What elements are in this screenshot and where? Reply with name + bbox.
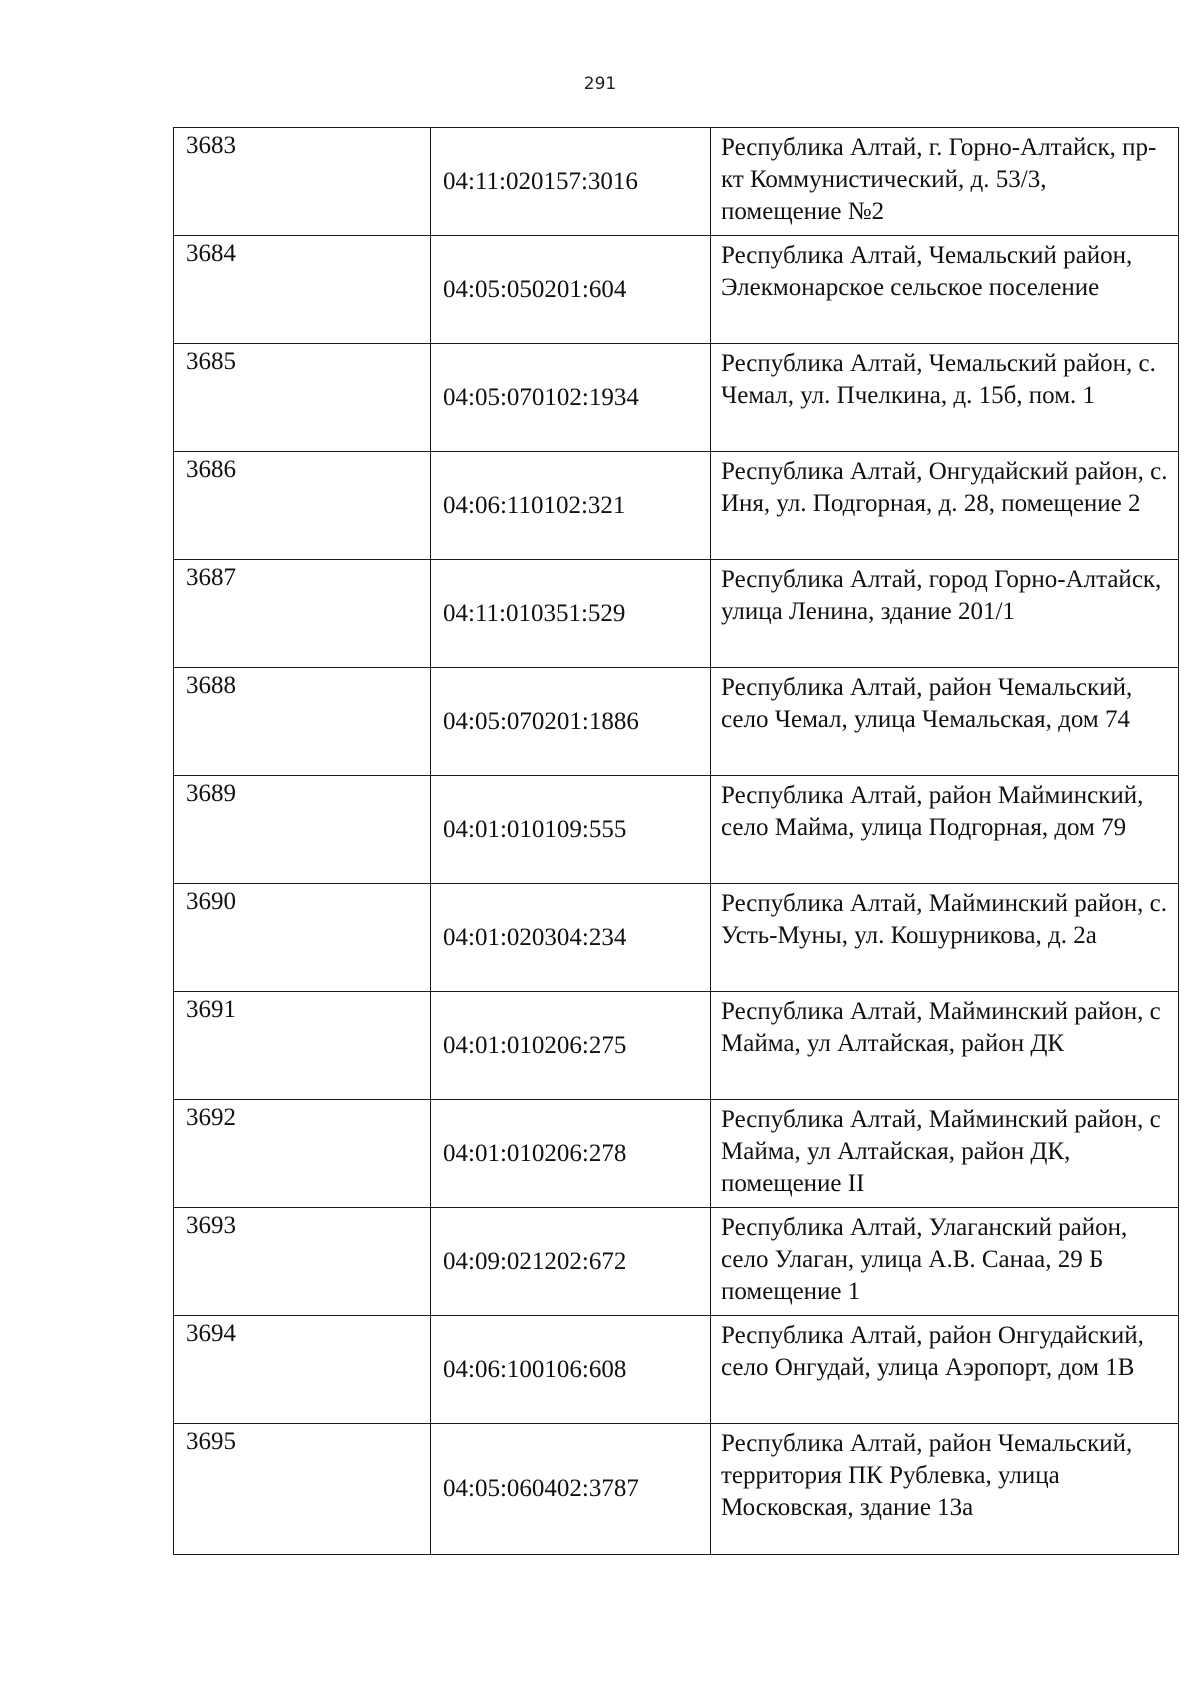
row-number: 3695 — [174, 1424, 431, 1555]
row-number: 3689 — [174, 776, 431, 884]
address: Республика Алтай, Онгудайский район, с. Иня, ул. Подгорная, д. 28, помещение 2 — [711, 452, 1179, 560]
address: Республика Алтай, Чемальский район, с. Чемал, ул. Пчелкина, д. 15б, пом. 1 — [711, 344, 1179, 452]
address: Республика Алтай, Чемальский район, Элекмонарское сельское поселение — [711, 236, 1179, 344]
address: Республика Алтай, район Онгудайский, село Онгудай, улица Аэропорт, дом 1В — [711, 1316, 1179, 1424]
row-number: 3685 — [174, 344, 431, 452]
cadastral-number: 04:01:010206:278 — [431, 1100, 711, 1208]
address: Республика Алтай, Майминский район, с. Усть-Муны, ул. Кошурникова, д. 2а — [711, 884, 1179, 992]
row-number: 3690 — [174, 884, 431, 992]
cadastral-number: 04:01:010109:555 — [431, 776, 711, 884]
table-row — [174, 884, 1179, 992]
cadastral-number: 04:01:010206:275 — [431, 992, 711, 1100]
cadastral-number: 04:11:010351:529 — [431, 560, 711, 668]
table-row — [174, 1316, 1179, 1424]
table-row — [174, 236, 1179, 344]
table-row — [174, 344, 1179, 452]
address: Республика Алтай, Майминский район, с Майма, ул Алтайская, район ДК — [711, 992, 1179, 1100]
table-row — [174, 992, 1179, 1100]
cadastral-number: 04:09:021202:672 — [431, 1208, 711, 1316]
row-number: 3693 — [174, 1208, 431, 1316]
table-row — [174, 128, 1179, 236]
address: Республика Алтай, Майминский район, с Майма, ул Алтайская, район ДК, помещение II — [711, 1100, 1179, 1208]
row-number: 3686 — [174, 452, 431, 560]
row-number: 3694 — [174, 1316, 431, 1424]
cadastral-number: 04:01:020304:234 — [431, 884, 711, 992]
table-row — [174, 1208, 1179, 1316]
cadastral-number: 04:11:020157:3016 — [431, 128, 711, 236]
table-row — [174, 776, 1179, 884]
table-row — [174, 560, 1179, 668]
table-row — [174, 668, 1179, 776]
address: Республика Алтай, Улаганский район, село Улаган, улица А.В. Санаа, 29 Б помещение 1 — [711, 1208, 1179, 1316]
address: Республика Алтай, район Чемальский, территория ПК Рублевка, улица Московская, здание 13а — [711, 1424, 1179, 1555]
row-number: 3691 — [174, 992, 431, 1100]
table-row — [174, 1424, 1179, 1555]
address: Республика Алтай, г. Горно-Алтайск, пр-кт Коммунистический, д. 53/3, помещение №2 — [711, 128, 1179, 236]
page-number: 291 — [583, 74, 617, 94]
cadastral-number: 04:06:100106:608 — [431, 1316, 711, 1424]
cadastral-number: 04:05:060402:3787 — [431, 1424, 711, 1555]
address: Республика Алтай, район Чемальский, село Чемал, улица Чемальская, дом 74 — [711, 668, 1179, 776]
cadastral-number: 04:05:070201:1886 — [431, 668, 711, 776]
property-registry-table — [173, 127, 1179, 1555]
row-number: 3683 — [174, 128, 431, 236]
row-number: 3687 — [174, 560, 431, 668]
row-number: 3684 — [174, 236, 431, 344]
cadastral-number: 04:05:050201:604 — [431, 236, 711, 344]
cadastral-number: 04:05:070102:1934 — [431, 344, 711, 452]
cadastral-number: 04:06:110102:321 — [431, 452, 711, 560]
address: Республика Алтай, город Горно-Алтайск, улица Ленина, здание 201/1 — [711, 560, 1179, 668]
table-row — [174, 452, 1179, 560]
row-number: 3692 — [174, 1100, 431, 1208]
address: Республика Алтай, район Майминский, село Майма, улица Подгорная, дом 79 — [711, 776, 1179, 884]
row-number: 3688 — [174, 668, 431, 776]
table-row — [174, 1100, 1179, 1208]
